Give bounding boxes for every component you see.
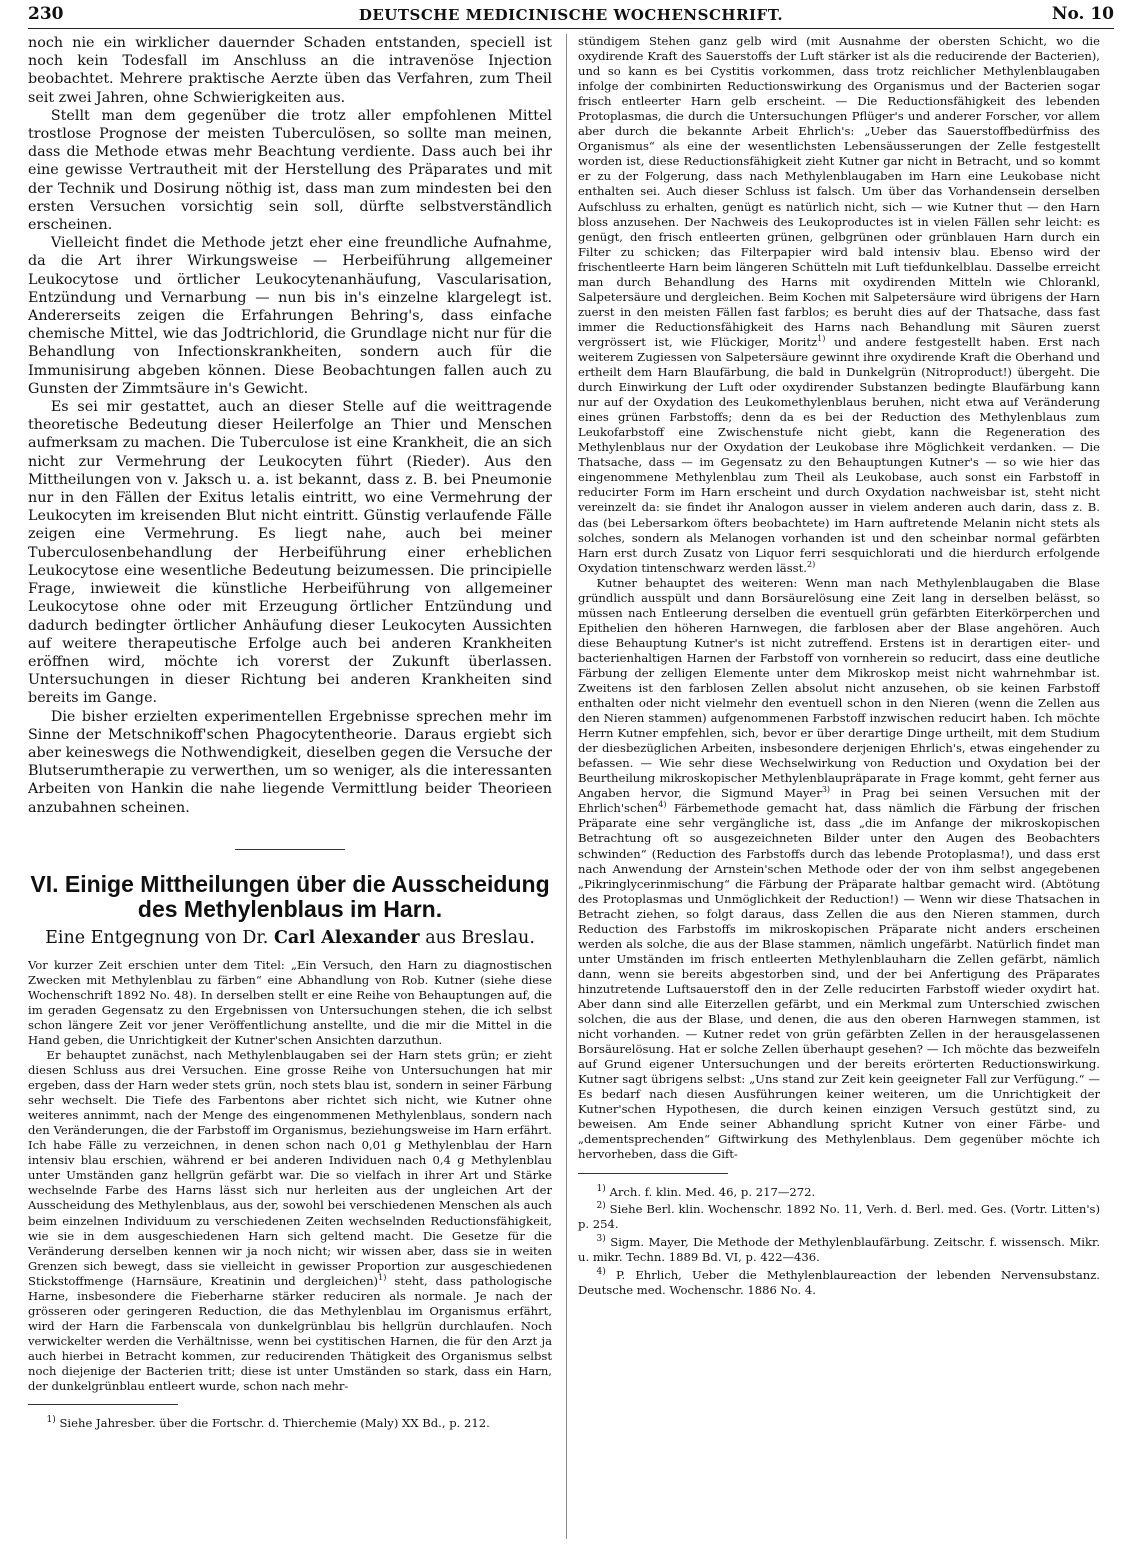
- footnotes-right: [578, 1182, 1100, 1298]
- footnote-text: Sigm. Mayer, Die Methode der Methylenblaufärbung. Zeitschr. f. wissensch. Mikr. u. mikr. Techn. 1889 Bd. VI, p. 422—436.: [578, 1235, 1100, 1265]
- paragraph: Vielleicht findet die Methode jetzt eher eine freundliche Aufnahme, da die Art ihrer Wirkungsweise — Herbeiführung allgemeiner Leukocytose und örtlicher Leukocytenanhäufung, Vascularisation, Entzündung und Vernarbung — nun bis in's einzelne klargelegt ist. Andererseits zeigen die Erfahrungen Behring's, dass einfache chemische Mittel, wie das Jodtrichlorid, die Grundlage nicht nur für die Behandlung von Infectionskrankheiten, sondern auch für die Immunisirung abgeben können. Diese Beobachtungen fallen auch zu Gunsten der Zimmtsäure in's Gewicht.: [28, 235, 552, 397]
- footnote: [578, 1265, 1100, 1298]
- paragraph-text: in Prag bei seinen Versuchen mit der Ehrlich'schen: [578, 786, 1100, 816]
- article-body-left: [28, 958, 552, 1394]
- footnote-number: 4): [596, 1267, 606, 1278]
- footnote-rule: [578, 1173, 728, 1174]
- footnote-number: 3): [596, 1234, 606, 1245]
- footnote-text: Siehe Berl. klin. Wochenschr. 1892 No. 11, Verh. d. Berl. med. Ges. (Vortr. Litten's) p. 254.: [578, 1202, 1100, 1232]
- footnote-ref: 4): [658, 800, 667, 810]
- paragraph-text: Kutner behauptet des weiteren: Wenn man nach Methylenblaugaben die Blase gründlich ausspült und dann Borsäurelösung eine Zeit lang in derselben belässt, so müssen nach Entleerung derselben die eventuell grün gefärbten Eiterkörperchen und Epithelien den höheren Harnwegen, die farblosen aber der Blase angehören. Auch diese Behauptung Kutner's ist nicht zutreffend. Erstens ist in derartigen eiter- und bacterienhaltigen Harnen der Farbstoff von vornherein so reducirt, dass eine deutliche Färbung der zelligen Elemente unter dem Mikroskop meist nicht wahrnehmbar ist. Zweitens ist den farblosen Zellen absolut nicht anzusehen, ob sie keinen Farbstoff enthalten oder nicht vielmehr den eventuell schon in den Nieren (wenn die Zellen aus den Nieren stammen) aufgenommenen Farbstoff inzwischen reducirt haben. Ich möchte Herrn Kutner empfehlen, sich, bevor er über derartige Dinge urtheilt, mit dem Studium der diesbezüglichen Arbeiten, insbesondere derjenigen Ehrlich's, etwas eingehender zu befassen. — Wie sehr diese Wechselwirkung von Reduction und Oxydation bei der Beurtheilung mikroskopischer Methylenblaupräparate in Frage kommt, geht ferner aus Angaben hervor, die Sigmund Mayer: [578, 575, 1100, 801]
- paragraph-text: und andere festgestellt haben. Erst nach weiterem Zugiessen von Salpetersäure gewinnt ihre oxydirende Kraft die Oberhand und ertheilt dem Harn Blaufärbung, die bald in Dunkelgrün (Nitroproduct!) übergeht. Die durch Einwirkung der Luft oder oxydirender Substanzen bedingte Blaufärbung kann nur auf der Oxydation des Leukomethylenblaus beruhen, nicht etwa auf Veränderung eines grünen Farbstoffs; denn da es bei der Reduction des Methylenblaus zum Leukofarbstoff eine Zwischenstufe nicht giebt, kann die Regeneration des Methylenblaus nur der Oxydation der Leukobase ihre Möglichkeit verdanken. — Die Thatsache, dass — im Gegensatz zu den Behauptungen Kutner's — so wie hier das eingenommene Methylenblau zum Theil als Leukobase, auch sonst ein Farbstoff in reducirter Form im Harn erscheint und durch Oxydation nachweisbar ist, steht nicht vereinzelt da: sie findet ihr Analogon ausser in vielem anderen auch darin, dass z. B. das (bei Lebersarkom öfters beobachtete) im Harn auftretende Melanin nicht stets als solches, sondern als Melanogen vorhanden ist und den scheinbar normal gefärbten Harn erst durch Zusatz von Liquor ferri sesquichlorati und die hierdurch erfolgende Oxydation tintenschwarz werden lässt.: [578, 334, 1100, 575]
- page-number: 230: [28, 4, 64, 24]
- article-title: VI. Einige Mittheilungen über die Ausscheidung des Methylenblaus im Harn.: [30, 870, 550, 922]
- footnotes-left: [28, 1413, 552, 1431]
- paragraph-text: Vor kurzer Zeit erschien unter dem Titel: „Ein Versuch, den Harn zu diagnostischen Zwecken mit Methylenblau zu färben“ eine Abhandlung von Rob. Kutner (siehe diese Wochenschrift 1892 No. 48). In derselben stellt er eine Reihe von Behauptungen auf, die im geraden Gegensatz zu den Ergebnissen von Untersuchungen stehen, die ich selbst schon längere Zeit vor jener Veröffentlichung anstellte, und die mir die Mittel in die Hand geben, die Unrichtigkeit der Kutner'schen Ansichten darzuthun.: [28, 957, 552, 1047]
- paragraph: Es sei mir gestattet, auch an dieser Stelle auf die weittragende theoretische Bedeutung dieser Heilerfolge an Thier und Menschen aufmerksam zu machen. Die Tuberculose ist eine Krankheit, die an sich nicht zur Vermehrung der Leukocyten führt (Rieder). Aus den Mittheilungen von v. Jaksch u. a. ist bekannt, dass z. B. bei Pneumonie nur in den Fällen der Exitus letalis eintritt, wo eine Vermehrung der Leukocyten im kreisenden Blut nicht eintritt. Günstig verlaufende Fälle zeigen eine Vermehrung. Es liegt nahe, auch bei meiner Tuberculosenbehandlung der Herbeiführung einer erheblichen Leukocytose eine wesentliche Bedeutung beizumessen. Die principielle Frage, inwieweit die künstliche Herbeiführung von allgemeiner Leukocytose ohne oder mit Erzeugung örtlicher Entzündung und dadurch bedingter örtlicher Anhäufung dieser Leukocyten Aussichten auf weitere therapeutische Erfolge auch bei anderen Krankheiten eröffnen wird, möchte ich vorerst der Zukunft überlassen. Untersuchungen in dieser Richtung bei anderen Krankheiten sind bereits im Gange.: [28, 399, 552, 707]
- byline-prefix: Eine Entgegnung von Dr.: [45, 927, 269, 948]
- page-header: [28, 4, 1114, 29]
- paragraph-text: Er behauptet zunächst, nach Methylenblaugaben sei der Harn stets grün; er zieht diesen Schluss aus drei Versuchen. Eine grosse Reihe von Untersuchungen hat mir ergeben, dass der Harn weder stets grün, noch stets blau ist, sondern in seiner Färbung sehr wechselt. Die Tiefe des Farbentons aber richtet sich nicht, wie Kutner ohne weiteres annimmt, nach der Menge des eingenommenen Methylenblaus, sondern nach den Veränderungen, die der Farbstoff im Organismus, beziehungsweise im Harn erfährt. Ich habe Fälle zu verzeichnen, in denen schon nach 0,01 g Methylenblau der Harn intensiv blau erschien, während er bei anderen Individuen nach 0,4 g Methylenblau unter Umständen ganz hellgrün gefärbt war. Die so vielfach in ihrer Art und Stärke wechselnde Farbe des Harns lässt sich nur herleiten aus der ungleichen Art der Ausscheidung des Methylenblaus, aus der, sowohl bei verschiedenen Menschen als auch beim einzelnen Individuum zu verschiedenen Zeiten wechselnden Reductionsfähigkeit, wie sie in dem ausgeschiedenen Harn sich geltend macht. Die Gesetze für die Veränderung derselben kennen wir ja noch nicht; wir wissen aber, dass sie in weiten Grenzen sich bewegt, dass sie vielleicht in gewisser Proportion zur ausgeschiedenen Stickstoffmenge (Harnsäure, Kreatinin und dergleichen): [28, 1048, 552, 1288]
- footnote-text: Arch. f. klin. Med. 46, p. 217—272.: [609, 1184, 816, 1199]
- footnote: [578, 1182, 1100, 1200]
- article-separator: [235, 849, 345, 850]
- footnote-rule: [28, 1404, 178, 1405]
- paragraph-text: Färbemethode gemacht hat, dass nämlich die Färbung der frischen Präparate eine sehr vergängliche ist, dass „die im Anfange der mikroskopischen Betrachtung oft so ausgezeichneten Bilder unter den Augen des Beobachters schwinden“ (Reduction des Farbstoffs durch das lebende Protoplasma!), und dass erst nach Anwendung der Arnstein'schen Methode oder der von ihm selbst angegebenen „Pikringlycerinmischung“ die Färbung der Präparate haltbar gemacht wird. (Abtötung des Protoplasmas und Unmöglichkeit der Reduction!) — Wenn wir diese Thatsachen in Betracht ziehen, so folgt daraus, dass Zellen die aus den Nieren stammen, durch Reduction des Farbstoffs im mikroskopischen Präparate nicht anders erscheinen werden als solche, die aus der Blase stammen, nämlich ungefärbt. Natürlich findet man unter Umständen im frisch entleerten Methylenblauharn die Zellen gefärbt, nämlich dann, wenn sie bereits abgestorben sind, und der bei Anfertigung des Präparates hinzutretende Luftsauerstoff den in der Zelle reducirten Farbstoff wieder oxydirt hat. Aber dann sind alle Eiterzellen gefärbt, und ein Merkmal zum Unterschied zwischen solchen, die aus der Blase, und denen, die aus den oberen Harnwegen stammen, ist nicht vorhanden. — Kutner redet von grün gefärbten Zellen in der herausgelassenen Borsäurelösung. Hat er solche Zellen überhaupt gesehen? — Ich möchte das bezweifeln auf Grund eigener Untersuchungen und der bereits erörterten Reductionswirkung. Kutner sagt übrigens selbst: „Uns stand zur Zeit kein geeigneter Fall zur Verfügung.“ — Es bedarf nach diesen Ausführungen keiner weiteren, um die Unrichtigkeit der Kutner'schen Hypothesen, die durch keinen einzigen Versuch gestützt sind, zu beweisen. Am Ende seiner Abhandlung spricht Kutner von einer Färbe- und „dementsprechenden“ Giftwirkung des Methylenblaus. Dem gegenüber möchte ich hervorheben, dass die Gift-: [578, 801, 1100, 1162]
- right-column: [578, 34, 1100, 1539]
- previous-article-end: [28, 34, 552, 817]
- footnote-number: 1): [596, 1183, 606, 1194]
- byline-suffix: aus Breslau.: [425, 927, 535, 948]
- footnote-ref: 1): [378, 1272, 387, 1282]
- paragraph: [28, 1048, 552, 1394]
- paragraph: noch nie ein wirklicher dauernder Schaden entstanden, speciell ist noch kein Todesfall im Anschluss an die intravenöse Injection beobachtet. Mehrere praktische Aerzte üben das Verfahren, zum Theil seit zwei Jahren, ohne Schwierigkeiten aus.: [28, 35, 552, 106]
- footnote: [28, 1413, 552, 1431]
- paragraph: Die bisher erzielten experimentellen Ergebnisse sprechen mehr im Sinne der Metschnikoff'schen Phagocytentheorie. Daraus ergiebt sich aber keineswegs die Nothwendigkeit, dieselben gegen die Versuche der Blutserumtherapie zu verwerthen, um so weniger, als die interessanten Arbeiten von Hankin die nahe liegende Vermittlung beider Theorieen anzubahnen scheinen.: [28, 708, 552, 816]
- column-divider: [566, 34, 567, 1539]
- footnote-text: Siehe Jahresber. über die Fortschr. d. Thierchemie (Maly) XX Bd., p. 212.: [59, 1415, 490, 1430]
- article-byline: [28, 928, 552, 948]
- paragraph-text: stündigem Stehen ganz gelb wird (mit Ausnahme der obersten Schicht, wo die oxydirende Kraft des Sauerstoffs der Luft stärker ist als die reducirende der Bacterien), und so kann es bei Cystitis vorkommen, dass trotz reichlicher Methylenblaugaben infolge der combinirten Reductionswirkung des Organismus und der Bacterien sogar frisch entleerter Harn gelb erscheint. — Die Reductionsfähigkeit des lebenden Protoplasmas, die durch die Untersuchungen Pflüger's und anderer Forscher, vor allem aber durch die bekannte Arbeit Ehrlich's: „Ueber das Sauerstoffbedürfniss des Organismus“ als eine der wesentlichsten Lebensäusserungen der Zelle festgestellt worden ist, diese Reductionsfähigkeit zieht Kutner gar nicht in Betracht, und so kommt er zu der Folgerung, dass nach Methylenblaugaben im Harn eine Leukobase nicht enthalten sei. Auch dieser Schluss ist falsch. Um über das Vorhandensein derselben Aufschluss zu erhalten, genügt es natürlich nicht, sich — wie Kutner thut — den Harn bloss anzusehen. Der Nachweis des Leukoproductes ist in vielen Fällen sehr leicht: es genügt, den frisch entleerten grünen, gelbgrünen oder grünblauen Harn durch ein Filter zu schicken; das Filterpapier wird bald intensiv blau. Ebenso wird der frischentleerte Harn beim längeren Schütteln mit Luft tiefdunkelblau. Dasselbe erreicht man durch Behandlung des Harns mit oxydirenden Mitteln wie Chlorankl, Salpetersäure und dergleichen. Beim Kochen mit Salpetersäure wird übrigens der Harn zuerst in den meisten Fällen fast farblos; es beruht dies auf der Thatsache, dass fast immer die Reductionsfähigkeit des Harns nach Behandlung mit Säuren zuerst vergrössert ist, wie Flückiger, Moritz: [578, 34, 1100, 349]
- footnote: [578, 1199, 1100, 1232]
- footnote-text: P. Ehrlich, Ueber die Methylenblaureaction der lebenden Nervensubstanz. Deutsche med. Wochenschr. 1886 No. 4.: [578, 1267, 1100, 1297]
- article-body-right: [578, 34, 1100, 1163]
- paragraph-text: steht, dass pathologische Harne, insbesondere die Fieberharne stärker reduciren als normale. Je nach der grösseren oder geringeren Reduction, die das Methylenblau im Organismus erfährt, wird der Harn die Farbenscala von dunkelgrünblau bis hellgrün durchlaufen. Noch verwickelter werden die Verhältnisse, wenn bei cystitischen Harnen, die für den Arzt ja auch hierbei in Betracht kommen, zur reducirenden Thätigkeit des Organismus selbst noch diejenige der Bacterien tritt; diese ist unter Umständen so stark, dass ein Harn, der dunkelgrünblau entleert wurde, schon nach mehr-: [28, 1273, 552, 1394]
- paragraph: [578, 576, 1100, 1163]
- left-column: [28, 34, 552, 1539]
- journal-title: DEUTSCHE MEDICINISCHE WOCHENSCHRIFT.: [358, 6, 784, 24]
- issue-number: No. 10: [1051, 4, 1114, 24]
- paragraph: Stellt man dem gegenüber die trotz aller empfohlenen Mittel trostlose Prognose der meisten Tuberculösen, so sollte man meinen, dass die Methode etwas mehr Beachtung verdiente. Dass auch bei ihr eine gewisse Vertrautheit mit der Herstellung des Präparates und mit der Technik und Dosirung nöthig ist, dass man zum mindesten bei den ersten Versuchen vorsichtig sein soll, dürfte selbstverständlich erscheinen.: [28, 107, 552, 234]
- footnote-number: 2): [596, 1201, 606, 1212]
- footnote: [578, 1232, 1100, 1265]
- footnote-ref: 3): [821, 785, 831, 795]
- footnote-number: 1): [46, 1415, 56, 1426]
- paragraph: [578, 34, 1100, 576]
- footnote-ref: 2): [806, 559, 816, 569]
- byline-author: Carl Alexander: [273, 927, 420, 948]
- paragraph: [28, 958, 552, 1048]
- footnote-ref: 1): [817, 334, 826, 344]
